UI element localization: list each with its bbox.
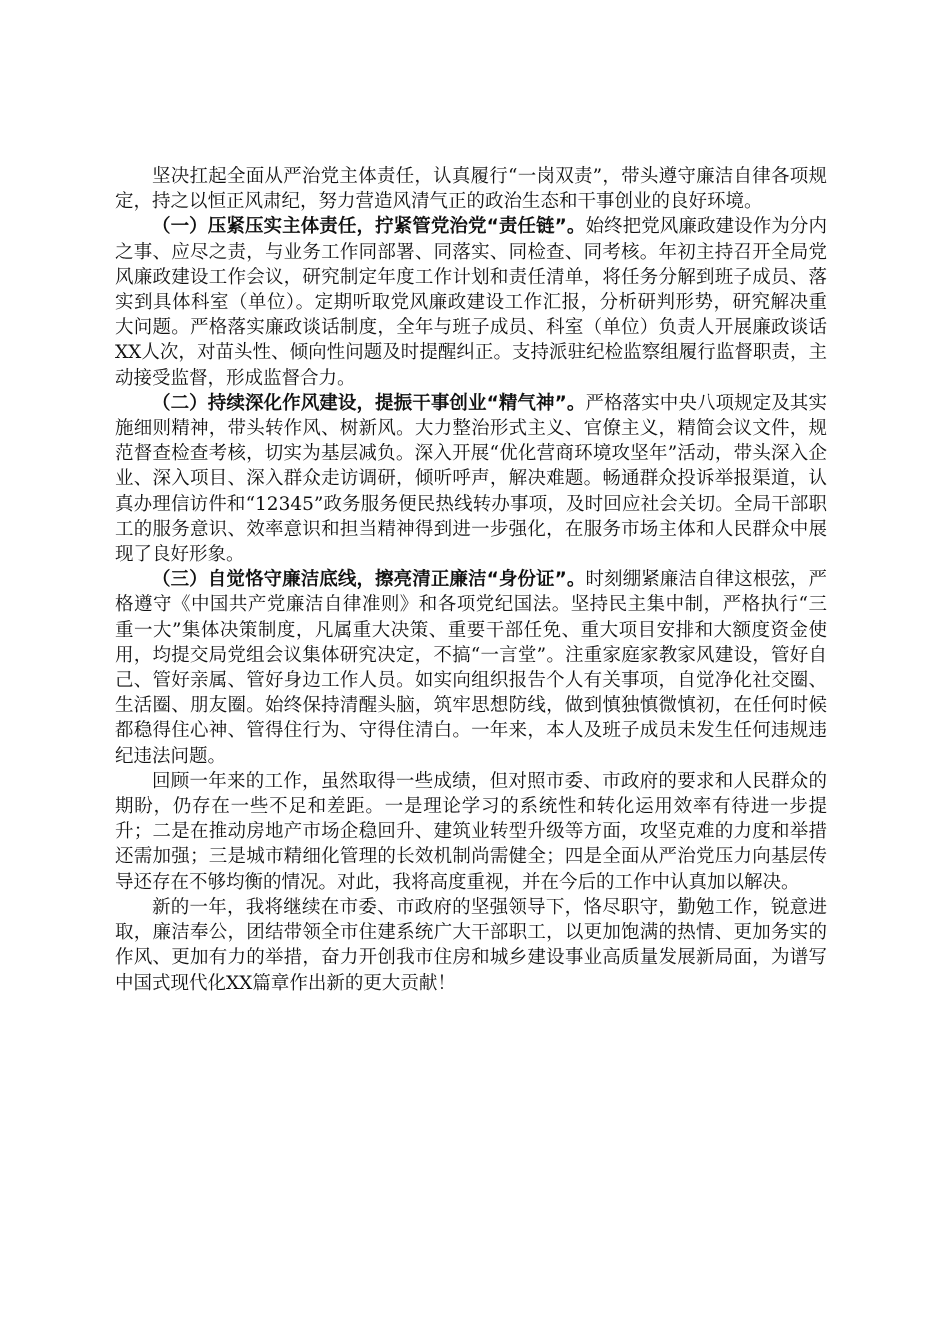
paragraph-text: 新的一年，我将继续在市委、市政府的坚强领导下，恪尽职守，勤勉工作，锐意进取，廉洁奉公，团结带领全市住建系统广大干部职工，以更加饱满的热情、更加务实的作风、更加有力的举措，奋力开创我市住房和城乡建设事业高质量发展新局面，为谱写中国式现代化XX篇章作出新的更大贡献！	[115, 896, 827, 994]
paragraph-text: 回顾一年来的工作，虽然取得一些成绩，但对照市委、市政府的要求和人民群众的期盼，仍存在一些不足和差距。一是理论学习的系统性和转化运用效率有待进一步提升；二是在推动房地产市场企稳回升、建筑业转型升级等方面，攻坚克难的力度和举措还需加强；三是城市精细化管理的长效机制尚需健全；四是全面从严治党压力向基层传导还存在不够均衡的情况。对此，我将高度重视，并在今后的工作中认真加以解决。	[115, 770, 827, 893]
paragraph-text: 时刻绷紧廉洁自律这根弦，严格遵守《中国共产党廉洁自律准则》和各项党纪国法。坚持民主集中制，严格执行“三重一大”集体决策制度，凡属重大决策、重要干部任免、重大项目安排和大额度资金使用，均提交局党组会议集体研究决定，不搞“一言堂”。注重家庭家教家风建设，管好自己、管好亲属、管好身边工作人员。如实向组织报告个人有关事项，自觉净化社交圈、生活圈、朋友圈。始终保持清醒头脑，筑牢思想防线，做到慎独慎微慎初，在任何时候都稳得住心神、管得住行为、守得住清白。一年来，本人及班子成员未发生任何违规违纪违法问题。	[115, 569, 827, 767]
paragraph-text: 坚决扛起全面从严治党主体责任，认真履行“一岗双责”，带头遵守廉洁自律各项规定，持之以恒正风肃纪，努力营造风清气正的政治生态和干事创业的良好环境。	[115, 166, 827, 213]
document-body	[115, 164, 827, 996]
paragraph-commitment	[115, 164, 827, 214]
paragraph-work-style	[115, 391, 827, 567]
paragraph-text: 始终把党风廉政建设作为分内之事、应尽之责，与业务工作同部署、同落实、同检查、同考核。年初主持召开全局党风廉政建设工作会议，研究制定年度工作计划和责任清单，将任务分解到班子成员、落实到具体科室（单位）。定期听取党风廉政建设工作汇报，分析研判形势，研究解决重大问题。严格落实廉政谈话制度，全年与班子成员、科室（单位）负责人开展廉政谈话XX人次，对苗头性、倾向性问题及时提醒纠正。支持派驻纪检监察组履行监督职责，主动接受监督，形成监督合力。	[115, 216, 827, 389]
paragraph-outlook	[115, 895, 827, 996]
paragraph-responsibility	[115, 214, 827, 390]
section-heading-3: （三）自觉恪守廉洁底线，擦亮清正廉洁“身份证”。	[152, 569, 586, 591]
paragraph-text: 严格落实中央八项规定及其实施细则精神，带头转作风、树新风。大力整治形式主义、官僚主义，精简会议文件，规范督查检查考核，切实为基层减负。深入开展“优化营商环境攻坚年”活动，带头深入企业、深入项目、深入群众走访调研，倾听呼声，解决难题。畅通群众投诉举报渠道，认真办理信访件和“12345”政务服务便民热线转办事项，及时回应社会关切。全局干部职工的服务意识、效率意识和担当精神得到进一步强化，在服务市场主体和人民群众中展现了良好形象。	[115, 392, 827, 566]
paragraph-review	[115, 769, 827, 895]
paragraph-integrity	[115, 567, 827, 769]
section-heading-1: （一）压紧压实主体责任，拧紧管党治党“责任链”。	[152, 216, 586, 238]
section-heading-2: （二）持续深化作风建设，提振干事创业“精气神”。	[152, 392, 586, 414]
